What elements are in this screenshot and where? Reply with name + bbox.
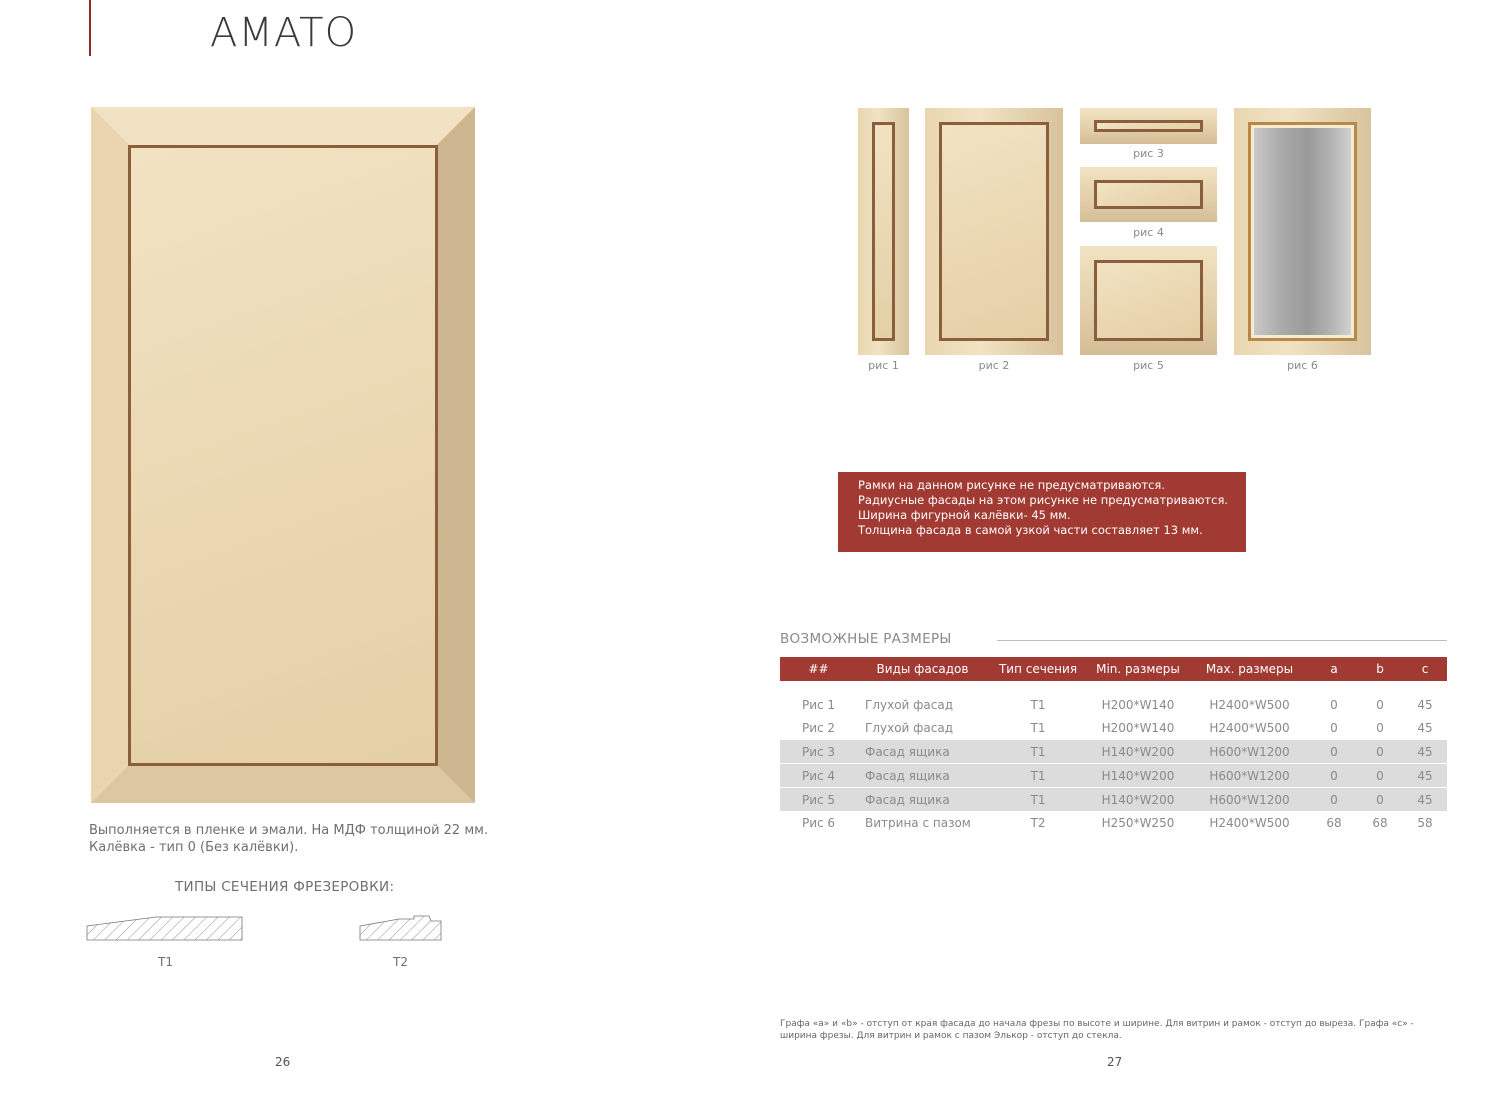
description-line: Выполняется в пленке и эмали. На МДФ толщиной 22 мм. <box>89 823 489 838</box>
table-cell: Рис 5 <box>780 788 857 812</box>
table-header-row <box>780 657 1447 681</box>
table-cell: H600*W1200 <box>1188 764 1311 788</box>
figure-6-label: рис 6 <box>1287 359 1318 372</box>
notice-line: Ширина фигурной калёвки- 45 мм. <box>858 508 1071 522</box>
table-cell: T1 <box>988 788 1088 812</box>
notice-line: Рамки на данном рисунке не предусматриваются. <box>858 478 1165 492</box>
figure-6-image <box>1234 108 1371 355</box>
table-cell: 45 <box>1403 764 1447 788</box>
table-header-cell: Min. размеры <box>1088 657 1188 681</box>
figure-2-label: рис 2 <box>978 359 1010 372</box>
table-cell: T2 <box>1030 815 1046 830</box>
table-cell: 0 <box>1376 720 1384 735</box>
table-cell: 0 <box>1330 720 1338 735</box>
profile-t2-label: T2 <box>393 955 408 969</box>
table-cell: H250*W250 <box>1101 815 1175 830</box>
table-header-cell: Тип сечения <box>988 657 1088 681</box>
table-cell: 0 <box>1330 697 1338 712</box>
table-cell: H140*W200 <box>1088 788 1188 812</box>
table-cell: Глухой фасад <box>865 697 954 712</box>
table-row <box>780 811 1447 834</box>
notice-line: Радиусные фасады на этом рисунке не предусматриваются. <box>858 493 1229 507</box>
table-cell: H2400*W500 <box>1209 720 1290 735</box>
table-cell: H140*W200 <box>1088 740 1188 764</box>
figure-2-image <box>925 108 1063 355</box>
table-cell: 0 <box>1311 740 1357 764</box>
table-cell: Рис 4 <box>780 764 857 788</box>
profile-t2-icon <box>359 913 445 943</box>
table-cell: 0 <box>1357 740 1403 764</box>
notice-line: Толщина фасада в самой узкой части составляет 13 мм. <box>858 523 1203 537</box>
main-door-image <box>91 107 475 803</box>
figure-4-image <box>1080 167 1217 222</box>
door-inlay-panel <box>128 145 438 766</box>
table-cell: 0 <box>1357 788 1403 812</box>
table-cell: T1 <box>988 764 1088 788</box>
table-header-cell: c <box>1403 657 1447 681</box>
table-cell: Рис 3 <box>780 740 857 764</box>
table-cell: Фасад ящика <box>857 764 988 788</box>
table-cell: 68 <box>1326 815 1342 830</box>
description <box>89 822 488 856</box>
table-header-cell: ## <box>780 657 857 681</box>
table-cell: Витрина с пазом <box>865 815 971 830</box>
table-cell: 45 <box>1417 720 1433 735</box>
table-header-cell: b <box>1357 657 1403 681</box>
table-row <box>780 716 1447 740</box>
figure-5-image <box>1080 246 1217 355</box>
sizes-title: ВОЗМОЖНЫЕ РАЗМЕРЫ <box>780 631 952 647</box>
figure-5-inlay <box>1094 260 1203 341</box>
table-cell: H2400*W500 <box>1209 697 1290 712</box>
figure-1-image <box>858 108 909 355</box>
sizes-table <box>780 657 1447 834</box>
figure-1-inlay <box>872 122 895 341</box>
table-cell: H2400*W500 <box>1209 815 1290 830</box>
figure-3-label: рис 3 <box>1133 147 1164 160</box>
profile-t1-icon <box>86 913 246 943</box>
table-cell: Фасад ящика <box>857 740 988 764</box>
table-row <box>780 764 1447 788</box>
title-accent-bar <box>89 0 91 56</box>
table-cell: 45 <box>1403 788 1447 812</box>
sizes-divider <box>997 640 1447 641</box>
notice-box <box>838 472 1246 552</box>
table-cell: 0 <box>1311 764 1357 788</box>
figure-5-label: рис 5 <box>1133 359 1164 372</box>
figure-4-label: рис 4 <box>1133 226 1164 239</box>
table-cell: H200*W140 <box>1101 697 1175 712</box>
table-cell: H140*W200 <box>1088 764 1188 788</box>
page-number-right: 27 <box>1107 1055 1123 1069</box>
table-cell: H600*W1200 <box>1188 740 1311 764</box>
table-cell: Глухой фасад <box>865 720 954 735</box>
table-cell: Фасад ящика <box>857 788 988 812</box>
table-cell: T1 <box>988 740 1088 764</box>
table-cell: 68 <box>1372 815 1388 830</box>
section-types-title: ТИПЫ СЕЧЕНИЯ ФРЕЗЕРОВКИ: <box>175 879 395 895</box>
profile-t1-label: T1 <box>158 955 173 969</box>
figure-2-inlay <box>939 122 1049 341</box>
table-cell: 0 <box>1311 788 1357 812</box>
footnote: Графа «а» и «b» - отступ от края фасада до начала фрезы по высоте и ширине. Для витрин и рамок - отступ до выреза. Графа «с» - ширина фрезы. Для витрин и рамок с пазом Элькор - отступ до стекла. <box>780 1019 1414 1041</box>
description-line: Калёвка - тип 0 (Без калёвки). <box>89 840 299 855</box>
table-cell: 45 <box>1417 697 1433 712</box>
figure-4-inlay <box>1094 180 1203 209</box>
table-header-cell: a <box>1311 657 1357 681</box>
table-header-cell: Max. размеры <box>1188 657 1311 681</box>
figure-3-inlay <box>1094 120 1203 132</box>
table-cell: 58 <box>1417 815 1433 830</box>
table-cell: T1 <box>1030 697 1046 712</box>
table-header-cell: Виды фасадов <box>857 657 988 681</box>
table-cell: 0 <box>1357 764 1403 788</box>
figure-1-label: рис 1 <box>868 359 899 372</box>
table-cell: Рис 6 <box>801 815 836 830</box>
table-cell: T1 <box>1030 720 1046 735</box>
table-cell: 0 <box>1376 697 1384 712</box>
figure-3-image <box>1080 108 1217 144</box>
page-number-left: 26 <box>275 1055 291 1069</box>
table-cell: H600*W1200 <box>1188 788 1311 812</box>
glass-pane <box>1254 128 1351 335</box>
table-row <box>780 693 1447 716</box>
page-title: AMATO <box>210 10 358 56</box>
table-cell: 45 <box>1403 740 1447 764</box>
table-row <box>780 740 1447 764</box>
table-row <box>780 788 1447 812</box>
table-cell: H200*W140 <box>1101 720 1175 735</box>
table-cell: Рис 2 <box>801 720 836 735</box>
table-cell: Рис 1 <box>801 697 836 712</box>
